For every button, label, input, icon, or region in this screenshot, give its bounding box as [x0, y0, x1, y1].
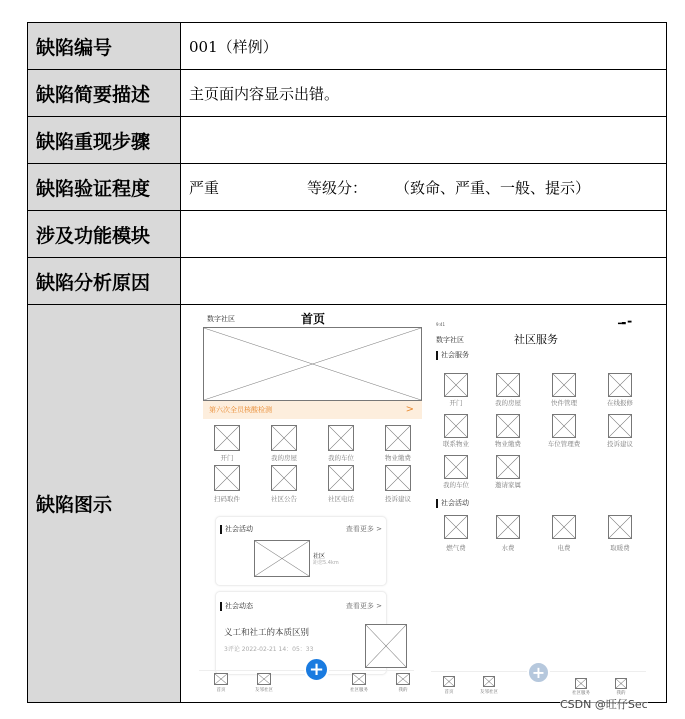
activity-label: 取暖费 — [610, 544, 630, 552]
service-icon-placeholder — [496, 414, 520, 438]
service-icon-placeholder — [444, 455, 468, 479]
row-screenshot — [28, 305, 667, 703]
right-title: 社区服务 — [514, 333, 558, 346]
activity-label: 燃气费 — [446, 544, 466, 552]
tab-icon-placeholder — [396, 673, 410, 685]
service-icon-placeholder — [552, 414, 576, 438]
row-module — [28, 211, 667, 258]
news-card — [215, 591, 387, 675]
service-icon-placeholder — [608, 373, 632, 397]
service-icon-placeholder — [214, 465, 240, 491]
service-icon-placeholder — [496, 373, 520, 397]
service-label: 在线报修 — [607, 399, 633, 407]
tab-label: 首页 — [216, 688, 226, 693]
activity-more-link[interactable]: 查看更多 > — [345, 525, 382, 533]
service-label: 快件管理 — [551, 399, 577, 407]
severity-scale-label: 等级分： — [307, 178, 368, 197]
service-icon-placeholder — [552, 373, 576, 397]
tab-label: 友邻社区 — [255, 688, 273, 693]
news-image-placeholder — [365, 624, 407, 668]
value-severity: 严重 — [189, 178, 220, 197]
tab-icon-placeholder — [443, 676, 455, 687]
service-label: 物业缴费 — [385, 454, 411, 462]
service-label: 我的房屋 — [271, 454, 297, 462]
service-label: 联系物业 — [443, 440, 469, 448]
wireframe-images — [181, 305, 666, 702]
activity-label: 水费 — [501, 544, 515, 552]
service-icon-placeholder — [328, 425, 354, 451]
label-defect-id: 缺陷编号 — [28, 23, 181, 70]
watermark: CSDN @旺仔Sec — [560, 698, 648, 711]
defect-report-table — [27, 22, 667, 703]
label-steps: 缺陷重现步骤 — [28, 117, 181, 164]
value-description: 主页面内容显示出错。 — [181, 70, 667, 117]
right-add-button[interactable]: + — [527, 661, 550, 684]
activity-label: 电费 — [557, 544, 571, 552]
service-icon-placeholder — [444, 414, 468, 438]
tab-label: 社区服务 — [572, 691, 590, 696]
value-defect-id: 001（样例） — [181, 23, 667, 70]
notice-text: 第六次全员核酸检测 — [209, 406, 272, 414]
activity-card — [215, 516, 387, 586]
tab-label: 首页 — [444, 690, 454, 695]
service-icon-placeholder — [385, 465, 411, 491]
status-time: 9:41 — [436, 322, 445, 327]
news-article-title[interactable]: 义工和社工的本质区别 — [224, 628, 310, 638]
chevron-right-icon: > — [405, 404, 414, 415]
activity-image-placeholder — [254, 540, 310, 577]
row-cause — [28, 258, 667, 305]
label-severity: 缺陷验证程度 — [28, 164, 181, 211]
row-description — [28, 70, 667, 117]
tab-label: 我的 — [398, 688, 408, 693]
tab-icon-placeholder — [615, 678, 627, 689]
screenshot-cell — [181, 305, 667, 703]
service-icon-placeholder — [496, 455, 520, 479]
service-label: 我的车位 — [443, 481, 469, 489]
service-label: 投诉建议 — [607, 440, 633, 448]
service-label: 投诉建议 — [385, 495, 411, 503]
social-services-heading: 社会服务 — [436, 351, 469, 360]
service-label: 社区电话 — [328, 495, 354, 503]
tab-icon-placeholder — [214, 673, 228, 685]
service-label: 社区公告 — [271, 495, 297, 503]
service-label: 我的车位 — [328, 454, 354, 462]
service-icon-placeholder — [444, 373, 468, 397]
activity-title: 社会活动 — [220, 525, 253, 534]
activity-item-title: 社区 — [313, 553, 326, 560]
service-label: 我的房屋 — [495, 399, 521, 407]
tab-icon-placeholder — [257, 673, 271, 685]
social-activities-heading: 社会活动 — [436, 499, 469, 508]
banner-image-placeholder — [203, 327, 422, 401]
severity-scale-values: （致命、严重、一般、提示） — [395, 178, 591, 197]
service-label: 开门 — [449, 399, 463, 407]
service-icon-placeholder — [271, 465, 297, 491]
value-severity-cell — [181, 164, 667, 211]
news-title: 社会动态 — [220, 602, 253, 611]
row-defect-id — [28, 23, 667, 70]
activity-icon-placeholder — [496, 515, 520, 539]
value-cause — [181, 258, 667, 305]
service-label: 扫码取件 — [214, 495, 240, 503]
activity-item-distance: 距您5.4km — [313, 560, 339, 566]
tab-label: 我的 — [616, 691, 626, 696]
service-label: 物业缴费 — [495, 440, 521, 448]
label-cause: 缺陷分析原因 — [28, 258, 181, 305]
value-module — [181, 211, 667, 258]
service-icon-placeholder — [608, 414, 632, 438]
tab-icon-placeholder — [483, 676, 495, 687]
service-icon-placeholder — [385, 425, 411, 451]
activity-icon-placeholder — [608, 515, 632, 539]
tab-label: 友邻社区 — [480, 690, 498, 695]
service-icon-placeholder — [214, 425, 240, 451]
notice-bar[interactable] — [203, 401, 422, 419]
service-icon-placeholder — [328, 465, 354, 491]
label-description: 缺陷简要描述 — [28, 70, 181, 117]
service-icon-placeholder — [271, 425, 297, 451]
service-label: 邀请家属 — [495, 481, 521, 489]
service-label: 开门 — [220, 454, 234, 462]
value-steps — [181, 117, 667, 164]
left-add-button[interactable]: + — [304, 657, 329, 682]
left-brand: 数字社区 — [207, 315, 235, 323]
left-title: 首页 — [301, 312, 326, 326]
status-icons: ▂▃ ▬ — [618, 319, 633, 325]
news-more-link[interactable]: 查看更多 > — [345, 602, 382, 610]
right-brand: 数字社区 — [436, 336, 464, 344]
row-steps — [28, 117, 667, 164]
label-screenshot: 缺陷图示 — [28, 305, 181, 703]
tab-label: 社区服务 — [350, 688, 368, 693]
activity-icon-placeholder — [552, 515, 576, 539]
label-module: 涉及功能模块 — [28, 211, 181, 258]
news-article-meta: 3评论 2022-02-21 14：05：33 — [224, 646, 314, 653]
activity-icon-placeholder — [444, 515, 468, 539]
service-label: 车位管理费 — [547, 440, 581, 448]
tab-icon-placeholder — [575, 678, 587, 689]
row-severity — [28, 164, 667, 211]
tab-icon-placeholder — [352, 673, 366, 685]
